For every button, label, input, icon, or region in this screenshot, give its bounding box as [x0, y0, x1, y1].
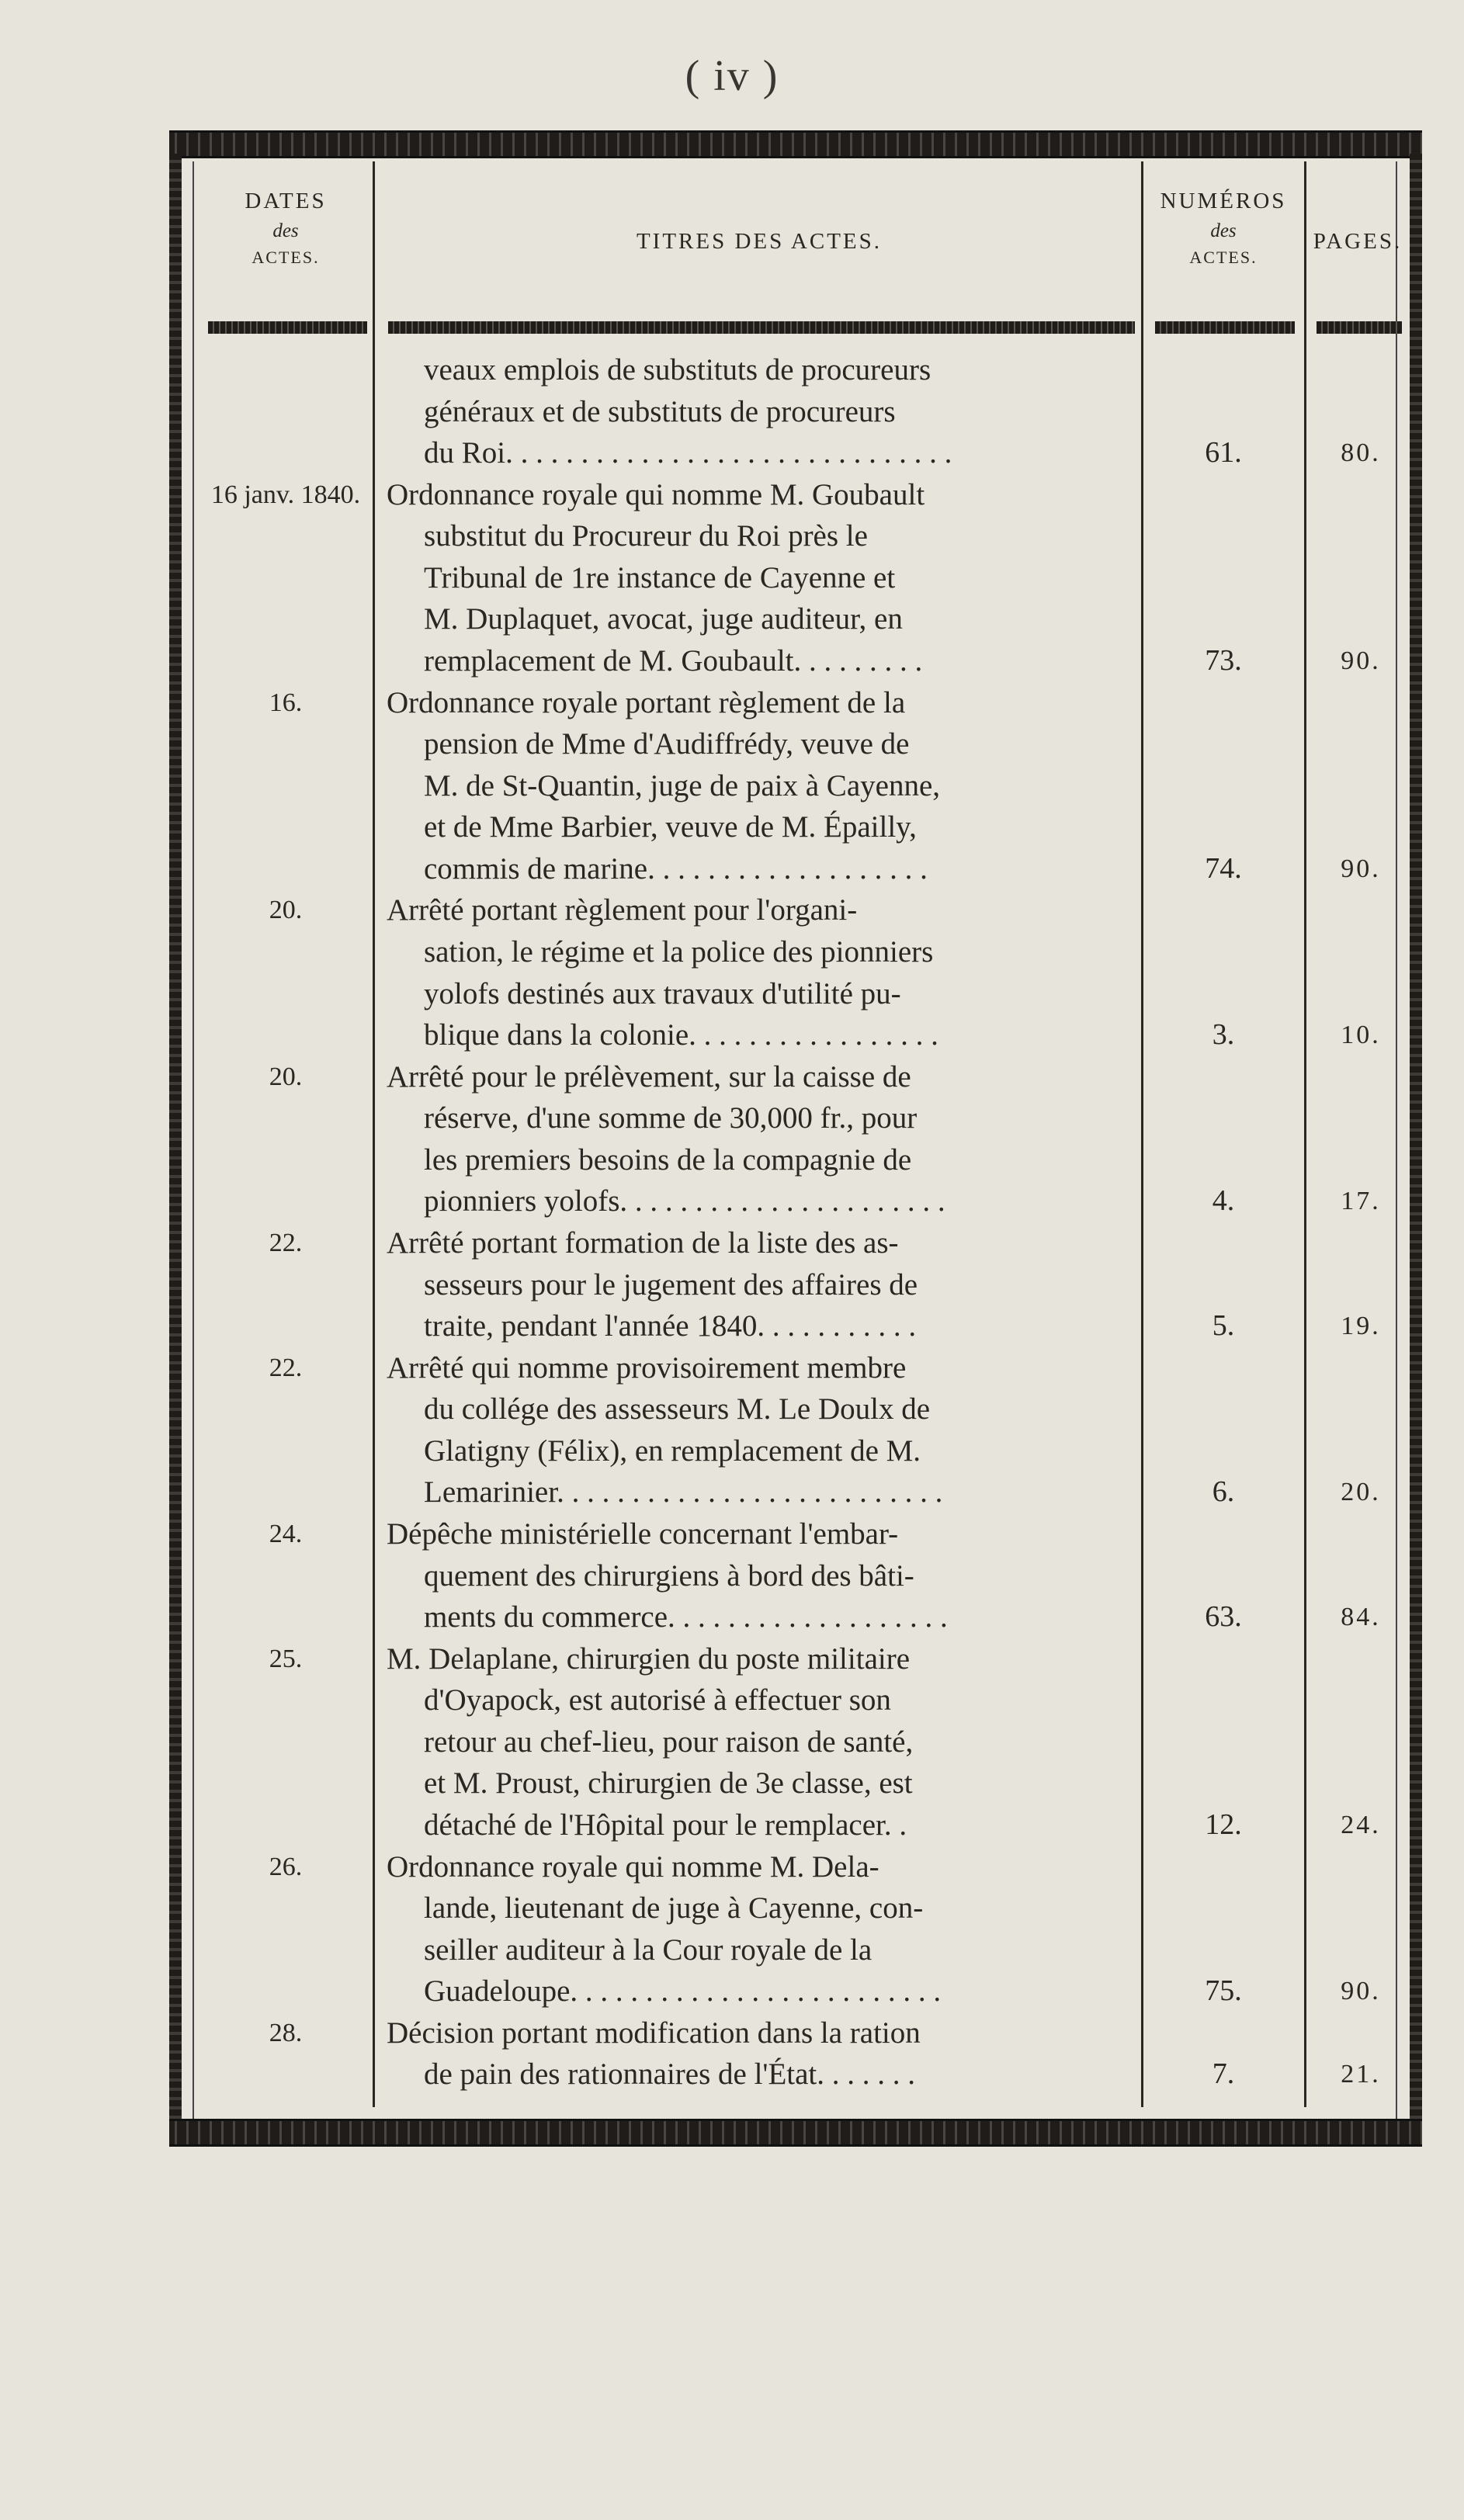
header-dates-label: DATES — [245, 189, 327, 213]
entry-title-line: retour au chef-lieu, pour raison de santé, — [424, 1724, 914, 1759]
entry-title-line: Décision portant modification dans la ration — [387, 2016, 921, 2050]
entry-title-line: et de Mme Barbier, veuve de M. Épailly, — [424, 810, 917, 844]
entry-title — [387, 1846, 1128, 2012]
entry-title-line: M. Delaplane, chirurgien du poste militaire — [387, 1641, 911, 1676]
header-rule-pages — [1317, 321, 1402, 334]
entry-title-line: pension de Mme d'Audiffrédy, veuve de — [424, 727, 910, 761]
header-rule-numeros — [1155, 321, 1295, 334]
entry-title-line: blique dans la colonie. . . . . . . . . . . . . . . . . — [424, 1018, 938, 1052]
header-pages-label: PAGES. — [1313, 229, 1403, 254]
entry-date: 22. — [269, 1353, 303, 1382]
entry-numero: 61. — [1205, 436, 1242, 470]
header-dates-actes: ACTES. — [252, 248, 320, 268]
entry-numero: 3. — [1212, 1018, 1235, 1052]
entry-page: 84. — [1341, 1603, 1381, 1632]
entry-title-line: Arrêté qui nomme provisoirement membre — [387, 1350, 907, 1385]
entry-title-line: quement des chirurgiens à bord des bâti- — [424, 1558, 914, 1593]
entry-title-line: Arrêté pour le prélèvement, sur la caisse de — [387, 1059, 911, 1094]
entry-title-line: remplacement de M. Goubault. . . . . . . . . — [424, 644, 923, 678]
header-titres-label: TITRES DES ACTES. — [636, 229, 883, 254]
entry-title-line: commis de marine. . . . . . . . . . . . . . . . . . . — [424, 851, 928, 886]
entry-title-line: yolofs destinés aux travaux d'utilité pu- — [424, 976, 901, 1010]
entry-title-line: Ordonnance royale qui nomme M. Dela- — [387, 1849, 879, 1884]
header-dates — [200, 185, 371, 270]
entry-title-line: de pain des rationnaires de l'État. . . . . . . — [424, 2057, 916, 2092]
entry-title-line: les premiers besoins de la compagnie de — [424, 1142, 912, 1177]
entry-title — [387, 349, 1128, 474]
entry-date: 24. — [269, 1520, 303, 1548]
entry-numero: 63. — [1205, 1600, 1242, 1634]
header-rule-titres — [388, 321, 1135, 334]
entry-title-line: réserve, d'une somme de 30,000 fr., pour — [424, 1101, 918, 1135]
entry-title-line: seiller auditeur à la Cour royale de la — [424, 1932, 873, 1967]
entry-title — [387, 682, 1128, 890]
entry-title-line: Ordonnance royale qui nomme M. Goubault — [387, 477, 925, 511]
table-frame — [169, 130, 1422, 2142]
entry-page: 21. — [1341, 2060, 1381, 2089]
header-dates-des: des — [272, 220, 299, 242]
entry-title-line: pionniers yolofs. . . . . . . . . . . . . . . . . . . . . . — [424, 1184, 945, 1218]
entry-title — [387, 474, 1128, 682]
entry-title-line: Guadeloupe. . . . . . . . . . . . . . . . . . . . . . . . . — [424, 1974, 942, 2009]
entry-page: 90. — [1341, 1977, 1381, 2006]
entry-page: 19. — [1341, 1312, 1381, 1341]
entry-title-line: Glatigny (Félix), en remplacement de M. — [424, 1433, 921, 1468]
entry-title-line: sation, le régime et la police des pionniers — [424, 935, 934, 969]
entry-title-line: Lemarinier. . . . . . . . . . . . . . . . . . . . . . . . . . — [424, 1475, 943, 1510]
entry-page: 10. — [1341, 1021, 1381, 1050]
column-divider-dates — [373, 161, 375, 2107]
entry-title — [387, 1222, 1128, 1347]
header-numeros-des: des — [1210, 220, 1237, 242]
entry-date: 20. — [269, 1062, 303, 1091]
entry-title-line: Ordonnance royale portant règlement de la — [387, 685, 906, 719]
entry-numero: 12. — [1205, 1808, 1242, 1841]
page-number: ( iv ) — [685, 52, 779, 100]
entry-numero: 74. — [1205, 851, 1242, 885]
entry-title-line: M. de St-Quantin, juge de paix à Cayenne, — [424, 768, 940, 802]
entry-title-line: détaché de l'Hôpital pour le remplacer. . — [424, 1808, 907, 1842]
entry-page: 80. — [1341, 438, 1381, 468]
entry-title — [387, 2012, 1128, 2095]
entry-title-line: Dépêche ministérielle concernant l'embar- — [387, 1517, 899, 1551]
entry-date: 28. — [269, 2018, 303, 2047]
header-rule-dates — [208, 321, 367, 334]
column-divider-titles — [1141, 161, 1143, 2107]
entry-numero: 7. — [1212, 2057, 1235, 2091]
entry-title-line: traite, pendant l'année 1840. . . . . . . . . . . — [424, 1309, 917, 1343]
entry-title-line: d'Oyapock, est autorisé à effectuer son — [424, 1683, 891, 1718]
entry-title — [387, 1513, 1128, 1638]
entry-page: 17. — [1341, 1187, 1381, 1216]
entry-title-line: du collége des assesseurs M. Le Doulx de — [424, 1392, 931, 1426]
entry-title-line: substitut du Procureur du Roi près le — [424, 519, 868, 553]
entry-title — [387, 1056, 1128, 1222]
entry-title-line: du Roi. . . . . . . . . . . . . . . . . . . . . . . . . . . . . . — [424, 436, 952, 470]
entry-page: 90. — [1341, 854, 1381, 883]
entry-numero: 4. — [1212, 1184, 1235, 1218]
entry-title-line: Tribunal de 1re instance de Cayenne et — [424, 560, 896, 594]
left-border — [169, 154, 182, 2142]
entry-page: 20. — [1341, 1478, 1381, 1507]
entry-title-line: veaux emplois de substituts de procureurs — [424, 353, 931, 386]
inner-left-line — [193, 161, 194, 2127]
header-numeros-label: NUMÉROS — [1160, 189, 1287, 213]
top-rule — [169, 130, 1422, 158]
entry-date: 22. — [269, 1229, 303, 1257]
header-numeros-actes: ACTES. — [1189, 248, 1258, 268]
entry-title — [387, 889, 1128, 1055]
entry-title — [387, 1638, 1128, 1846]
entry-title-line: lande, lieutenant de juge à Cayenne, con- — [424, 1891, 924, 1926]
entry-page: 24. — [1341, 1810, 1381, 1839]
entry-title-line: M. Duplaquet, avocat, juge auditeur, en — [424, 602, 903, 636]
header-titres — [379, 225, 1140, 258]
entry-date: 25. — [269, 1644, 303, 1673]
entry-numero: 73. — [1205, 643, 1242, 677]
entry-date: 16 janv. 1840. — [210, 480, 361, 509]
header-pages — [1307, 225, 1408, 258]
entry-title — [387, 1347, 1128, 1513]
header-numeros — [1146, 185, 1301, 270]
entry-title-line: ments du commerce. . . . . . . . . . . . . . . . . . . — [424, 1600, 948, 1634]
entry-numero: 75. — [1205, 1974, 1242, 2008]
entry-numero: 5. — [1212, 1309, 1235, 1343]
entry-title-line: généraux et de substituts de procureurs — [424, 394, 896, 428]
entry-numero: 6. — [1212, 1475, 1235, 1509]
entry-title-line: sesseurs pour le jugement des affaires de — [424, 1267, 918, 1302]
bottom-rule — [169, 2119, 1422, 2147]
entry-title-line: Arrêté portant formation de la liste des as- — [387, 1226, 899, 1260]
entry-title-line: et M. Proust, chirurgien de 3e classe, est — [424, 1766, 913, 1801]
entry-date: 26. — [269, 1852, 303, 1881]
entry-page: 90. — [1341, 646, 1381, 675]
entry-date: 16. — [269, 688, 303, 717]
entry-date: 20. — [269, 896, 303, 925]
entry-title-line: Arrêté portant règlement pour l'organi- — [387, 893, 858, 927]
